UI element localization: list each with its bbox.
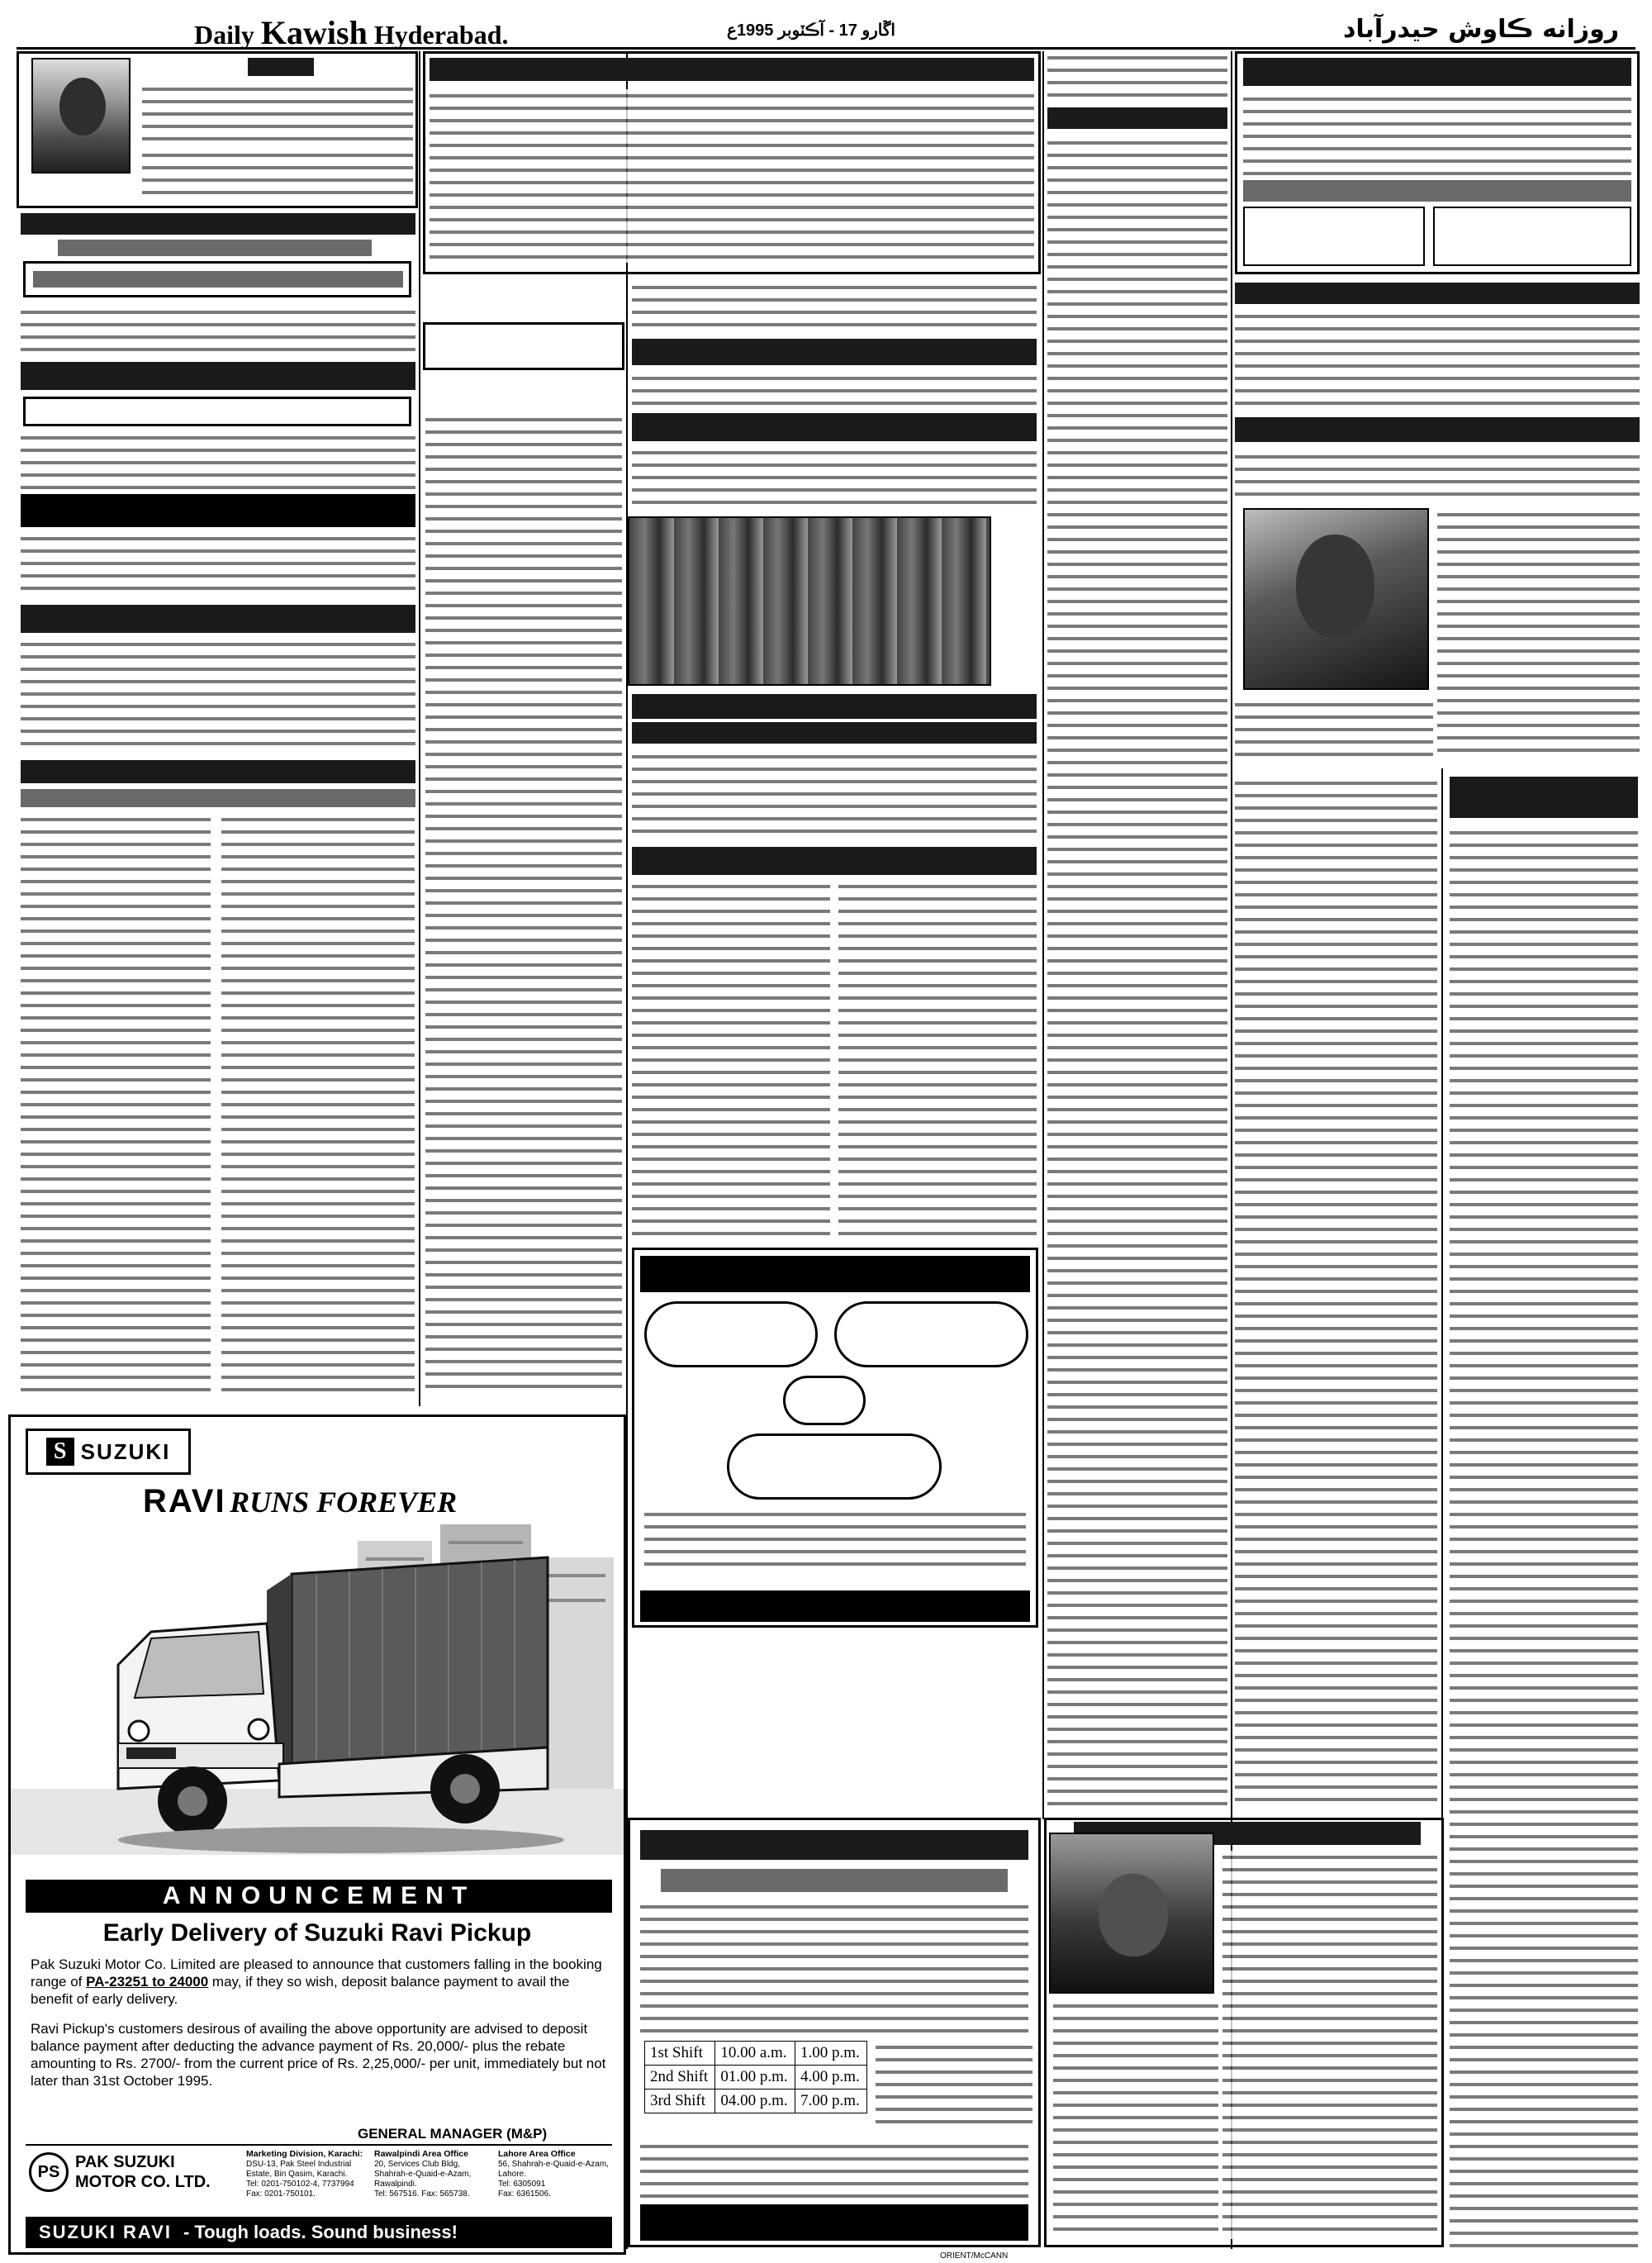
- shift-name: 2nd Shift: [645, 2066, 715, 2089]
- ad-paragraph-2: Ravi Pickup's customers desirous of availing the above opportunity are advised to deposit balance payment after deducting the advance payment of Rs. 20,000/- plus the rebate amounting to Rs. 2700/- from the current price of Rs. 2,25,000/- per unit, immediately but not later than 31st October 1995.: [31, 2021, 606, 2089]
- headline-box: [23, 397, 411, 426]
- singer-photo: [1049, 1833, 1214, 1994]
- office-line: Lahore.: [498, 2170, 526, 2179]
- office-line: Fax: 6361506.: [498, 2189, 551, 2199]
- text-block: [1450, 826, 1638, 2247]
- office-line: Tel: 567516. Fax: 565738.: [374, 2189, 470, 2199]
- text-block: [1243, 93, 1631, 175]
- masthead-brand: Kawish: [260, 14, 368, 51]
- table-row: [645, 2089, 867, 2113]
- promo-title-bubble: [727, 1433, 942, 1500]
- office-line: Fax: 0201-750101.: [246, 2189, 316, 2199]
- text-block: [1235, 698, 1433, 764]
- office-box: [1433, 207, 1631, 266]
- shift-from: 01.00 p.m.: [715, 2066, 795, 2089]
- text-block: [1053, 1999, 1218, 2239]
- office-line: DSU-13, Pak Steel Industrial: [246, 2160, 352, 2169]
- office-line: Shahrah-e-Quaid-e-Azam,: [374, 2170, 472, 2179]
- company-line-2: MOTOR CO. LTD.: [75, 2173, 211, 2191]
- masthead-english-title: [194, 13, 509, 52]
- office-line: Tel: 6305091: [498, 2180, 546, 2189]
- agency-credit: ORIENT/McCANN: [940, 2251, 1009, 2261]
- booking-range: PA-23251 to 24000: [86, 1974, 209, 1990]
- headline-bar: [21, 494, 415, 527]
- suzuki-logo-text: SUZUKI: [80, 1438, 171, 1464]
- office-karachi: [246, 2149, 363, 2199]
- headline-block: [33, 271, 403, 288]
- masthead-date: اڱارو 17 - آڪٽوبر 1995ع: [727, 21, 895, 40]
- masthead-suffix: Hyderabad.: [373, 20, 509, 50]
- pickup-truck-icon: [102, 1541, 564, 1863]
- headline-block: [632, 694, 1037, 719]
- office-title: Marketing Division, Karachi:: [246, 2149, 363, 2159]
- text-block: [632, 750, 1037, 833]
- headline-block: [632, 339, 1037, 365]
- headline-block: [661, 1869, 1008, 1892]
- headline-block: [21, 213, 415, 235]
- headline-block: [248, 58, 314, 76]
- office-line: 20, Services Club Bldg,: [374, 2160, 460, 2169]
- announcement-bar: ANNOUNCEMENT: [26, 1880, 612, 1913]
- shift-from: 10.00 a.m.: [715, 2042, 795, 2066]
- headline-block: [21, 605, 415, 633]
- headline-block: [1235, 417, 1640, 442]
- table-row: [645, 2042, 867, 2066]
- general-manager-signature: GENERAL MANAGER (M&P): [358, 2126, 548, 2142]
- masthead: [17, 10, 1635, 50]
- text-block: [1235, 777, 1437, 1809]
- headline-block: [430, 58, 1034, 81]
- promo-footer-bar: [640, 1590, 1030, 1622]
- text-block: [644, 1508, 1026, 1574]
- slogan-ravi: RAVI: [143, 1483, 226, 1519]
- office-lahore: [498, 2149, 609, 2199]
- office-line: 56, Shahrah-e-Quaid-e-Azam,: [498, 2160, 609, 2169]
- office-line: Rawalpindi.: [374, 2180, 417, 2189]
- shift-table: [644, 2041, 867, 2113]
- promo-title-bubble: [834, 1301, 1028, 1367]
- text-block: [640, 1900, 1028, 2032]
- text-block: [876, 2041, 1032, 2123]
- suzuki-logo: [26, 1429, 191, 1475]
- text-block: [838, 880, 1037, 1243]
- shift-name: 3rd Shift: [645, 2089, 715, 2113]
- text-block: [221, 813, 415, 1391]
- text-block: [1222, 1851, 1437, 2239]
- text-block: [640, 2140, 1028, 2198]
- masthead-sindhi-title: روزانه ڪاوش حيدرآباد: [1342, 15, 1619, 44]
- office-box: [1243, 207, 1425, 266]
- headline-block: [1243, 58, 1631, 86]
- company-name: [75, 2152, 211, 2192]
- headline-block: [632, 722, 1037, 744]
- para1-after: may, if they so wish, deposit balance payment to avail the benefit of early delivery.: [31, 1974, 570, 2007]
- ad-headline: Early Delivery of Suzuki Ravi Pickup: [102, 1919, 532, 1947]
- text-block: [425, 413, 622, 1396]
- para1-before: Pak Suzuki Motor Co. Limited are pleased to announce that customers falling in the booking range of: [31, 1956, 602, 1990]
- shift-to: 4.00 p.m.: [795, 2066, 867, 2089]
- text-block: [1437, 508, 1640, 756]
- shift-to: 1.00 p.m.: [795, 2042, 867, 2066]
- portrait-photo: [31, 58, 131, 174]
- suzuki-s-icon: S: [46, 1438, 74, 1466]
- promo-header-bar: [640, 1256, 1030, 1292]
- promo-connector-bubble: [783, 1376, 866, 1425]
- headline-block: [21, 760, 415, 783]
- pak-suzuki-logo-icon: PS: [29, 2152, 69, 2192]
- office-title: Lahore Area Office: [498, 2149, 576, 2159]
- text-block: [142, 83, 413, 140]
- headline-block: [1047, 107, 1227, 129]
- text-block: [21, 306, 415, 355]
- column-rule: [419, 51, 420, 1406]
- office-rawalpindi: [374, 2149, 471, 2199]
- ad-paragraph-1: [31, 1956, 609, 2008]
- text-block: [21, 431, 415, 489]
- text-block: [1047, 136, 1227, 1814]
- headline-block: [58, 240, 372, 256]
- ad-slogan: [143, 1483, 457, 1520]
- headline-box: [423, 322, 624, 370]
- column-rule: [1042, 51, 1044, 1819]
- text-block: [142, 149, 413, 200]
- promo-title-bubble: [644, 1301, 818, 1367]
- actor-photo: [1243, 508, 1429, 690]
- text-block: [632, 880, 830, 1243]
- headline-block: [21, 362, 415, 390]
- company-line-1: PAK SUZUKI: [75, 2153, 175, 2171]
- shift-from: 04.00 p.m.: [715, 2089, 795, 2113]
- footer-brand: SUZUKI RAVI: [39, 2222, 172, 2242]
- office-title: Rawalpindi Area Office: [374, 2149, 468, 2159]
- footer-tagline: - Tough loads. Sound business!: [183, 2222, 458, 2242]
- office-line: Estate, Bin Qasim, Karachi.: [246, 2170, 348, 2179]
- text-block: [21, 532, 415, 598]
- table-row: [645, 2066, 867, 2089]
- headline-block: [640, 1830, 1028, 1860]
- slogan-rest: RUNS FOREVER: [230, 1486, 458, 1519]
- text-block: [1235, 310, 1640, 409]
- shift-to: 7.00 p.m.: [795, 2089, 867, 2113]
- suzuki-advert: [8, 1414, 626, 2255]
- headline-block: [1450, 777, 1638, 818]
- shift-name: 1st Shift: [645, 2042, 715, 2066]
- text-block: [632, 446, 1037, 511]
- group-photo: [628, 516, 991, 686]
- text-block: [1235, 450, 1640, 502]
- headline-block: [1235, 283, 1640, 304]
- text-block: [21, 638, 415, 754]
- computer-centre-footer-bar: [640, 2204, 1028, 2241]
- headline-block: [1243, 180, 1631, 202]
- office-line: Tel: 0201-750102-4, 7737994: [246, 2180, 354, 2189]
- masthead-prefix: Daily: [194, 20, 254, 50]
- headline-block: [21, 789, 415, 807]
- ad-divider: [26, 2144, 612, 2146]
- text-block: [430, 89, 1034, 263]
- headline-block: [632, 413, 1037, 441]
- text-block: [632, 281, 1037, 330]
- headline-block: [632, 847, 1037, 875]
- ad-footer-bar: [26, 2217, 612, 2248]
- text-block: [1047, 51, 1227, 101]
- text-block: [21, 813, 211, 1391]
- text-block: [632, 372, 1037, 405]
